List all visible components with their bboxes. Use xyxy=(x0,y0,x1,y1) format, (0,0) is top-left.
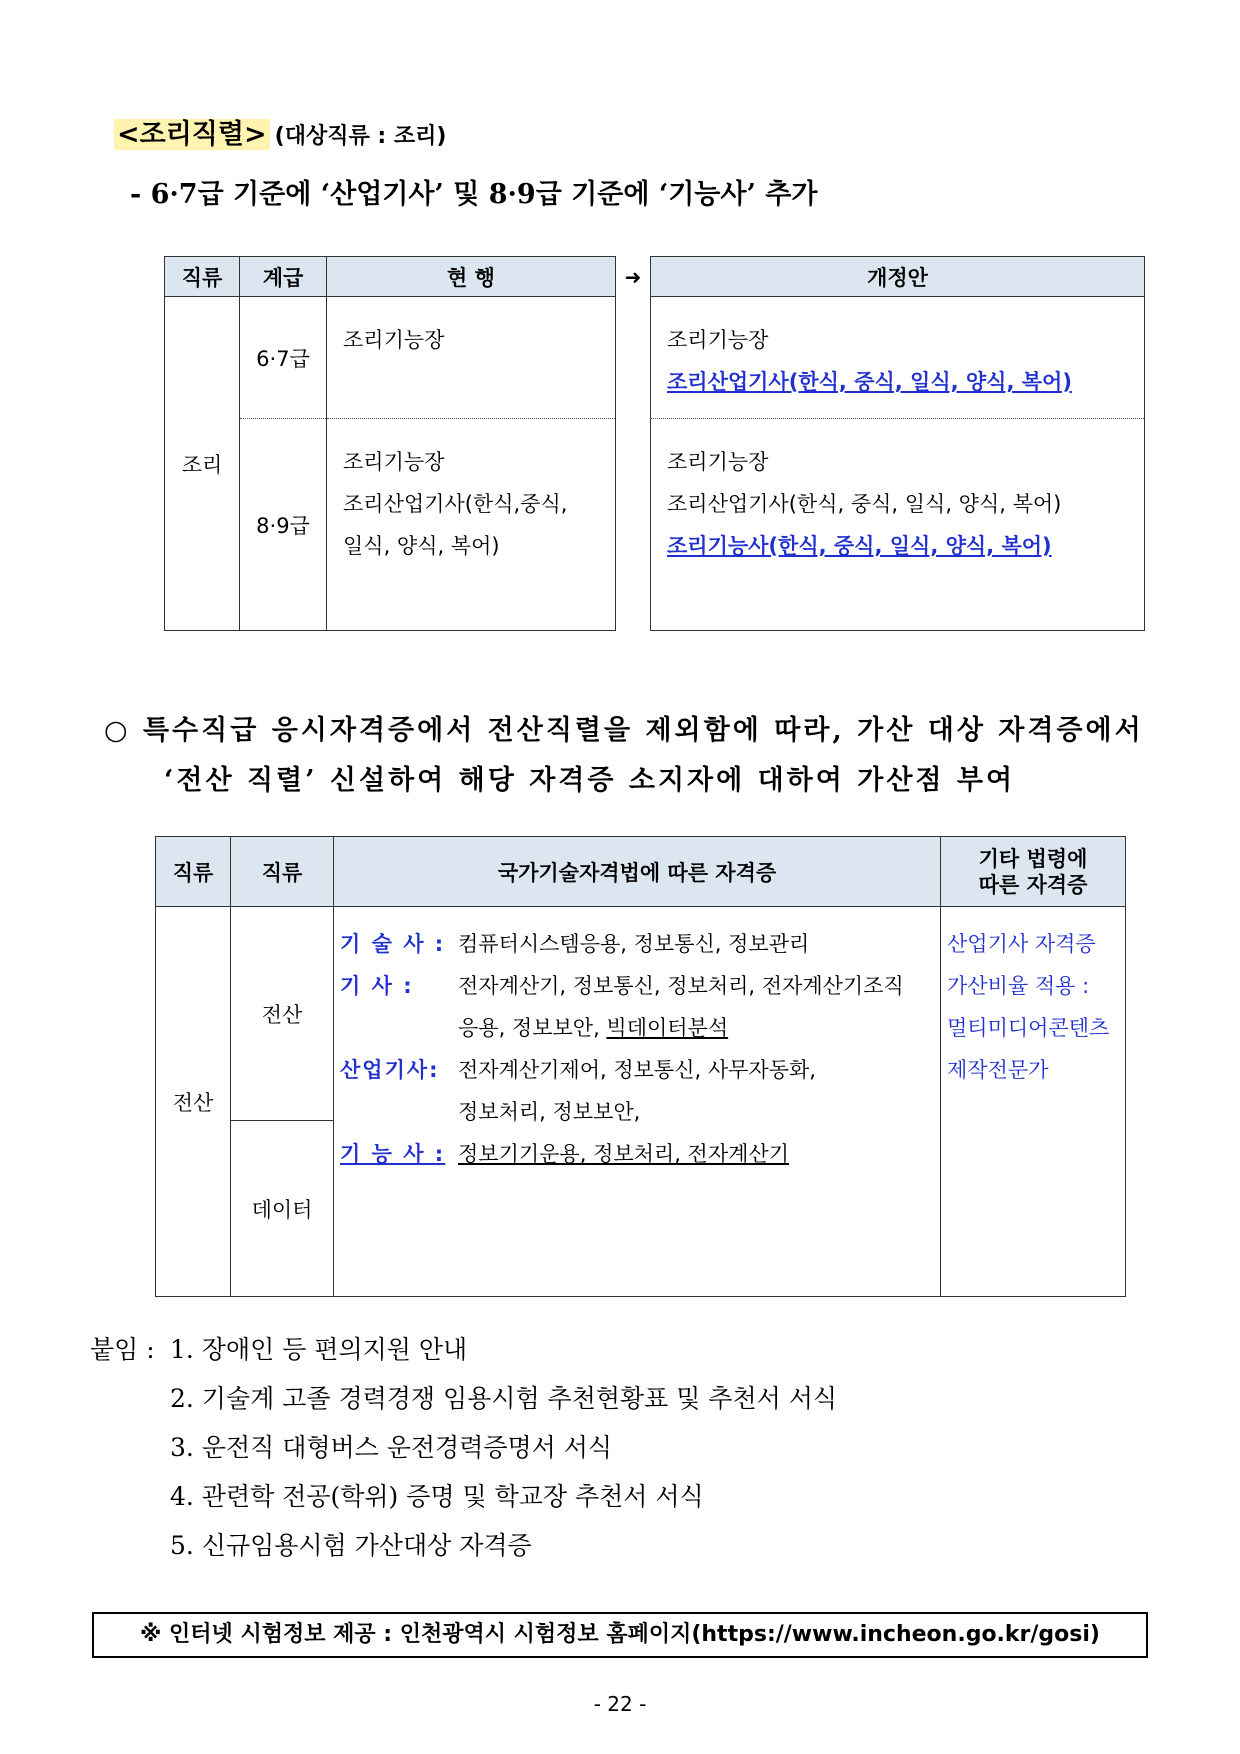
current-item: 조리기능장 xyxy=(343,450,445,474)
attachment-item: 2. 기술계 고졸 경력경쟁 임용시험 추천현황표 및 추천서 서식 xyxy=(170,1384,838,1413)
header-jikryu: 직류 xyxy=(231,837,334,907)
current-item: 조리산업기사(한식,중식, xyxy=(343,492,568,516)
revised-cell xyxy=(651,419,1145,631)
header-national: 국가기술자격법에 따른 자격증 xyxy=(334,837,941,907)
attachment-item: 5. 신규임용시험 가산대상 자격증 xyxy=(170,1531,532,1560)
sub-category-cell: 전산 xyxy=(231,907,334,1121)
cert-line: 기 술 사 : 컴퓨터시스템응용, 정보통신, 정보관리 xyxy=(340,932,810,956)
table-computing xyxy=(155,836,1126,1297)
current-item: 일식, 양식, 복어) xyxy=(343,534,500,558)
table-cooking xyxy=(164,256,1145,631)
paragraph-line1: ○ 특수직급 응시자격증에서 전산직렬을 제외함에 따라, 가산 대상 자격증에서 xyxy=(104,715,1144,746)
paragraph-marker: ○ xyxy=(104,715,131,746)
page-number: - 22 - xyxy=(593,1692,647,1716)
cert-line: 기 사 : 전자계산기, 정보통신, 정보처리, 전자계산기조직 xyxy=(340,974,904,998)
header-revised: 개정안 xyxy=(651,257,1145,297)
header-jikryu: 직류 xyxy=(156,837,231,907)
revised-item: 조리산업기사(한식, 중식, 일식, 양식, 복어) xyxy=(667,492,1062,516)
cert-line: 기 능 사 : 정보기기운용, 정보처리, 전자계산기 xyxy=(340,1142,789,1166)
attachment-item: 4. 관련학 전공(학위) 증명 및 학교장 추천서 서식 xyxy=(170,1482,704,1511)
notice-box: ※ 인터넷 시험정보 제공 : 인천광역시 시험정보 홈페이지(https://www.incheon.go.kr/gosi) xyxy=(92,1612,1148,1658)
header-grade: 계급 xyxy=(240,257,327,297)
section-subtitle: (대상직류 : 조리) xyxy=(274,124,447,149)
section-title-label: <조리직렬> xyxy=(114,119,270,150)
header-current: 현 행 xyxy=(327,257,616,297)
attachment-item: 1. 장애인 등 편의지원 안내 xyxy=(170,1335,468,1364)
header-jikryu: 직류 xyxy=(165,257,240,297)
arrow-icon: ➜ xyxy=(616,257,651,297)
revised-added-item: 조리산업기사(한식, 중식, 일식, 양식, 복어) xyxy=(667,370,1072,394)
sub-category-cell: 데이터 xyxy=(231,1121,334,1297)
cert-list-cell xyxy=(334,907,941,1297)
cert-line: 응용, 정보보안, 빅데이터분석 xyxy=(458,1016,729,1040)
current-item: 조리기능장 xyxy=(343,328,445,352)
revised-added-item: 조리기능사(한식, 중식, 일식, 양식, 복어) xyxy=(667,534,1052,558)
current-cell xyxy=(327,419,616,631)
cert-new-item: 빅데이터분석 xyxy=(606,1016,729,1040)
section-bullet: - 6·7급 기준에 ‘산업기사’ 및 8·9급 기준에 ‘기능사’ 추가 xyxy=(130,179,818,210)
other-cert-cell: 산업기사 자격증 가산비율 적용 : 멀티미디어콘텐츠 제작전문가 xyxy=(941,907,1126,1297)
category-cell: 조리 xyxy=(165,297,240,631)
attachments-label: 붙임 : xyxy=(90,1335,155,1364)
revised-cell xyxy=(651,297,1145,419)
cert-line: 산업기사: 전자계산기제어, 정보통신, 사무자동화, xyxy=(340,1058,816,1082)
grade-cell: 6·7급 xyxy=(240,297,327,419)
current-cell xyxy=(327,297,616,419)
grade-cell: 8·9급 xyxy=(240,419,327,631)
header-other: 기타 법령에 따른 자격증 xyxy=(941,837,1126,907)
revised-item: 조리기능장 xyxy=(667,328,769,352)
paragraph-line2: ‘전산 직렬’ 신설하여 해당 자격증 소지자에 대하여 가산점 부여 xyxy=(164,765,1016,796)
revised-item: 조리기능장 xyxy=(667,450,769,474)
category-cell: 전산 xyxy=(156,907,231,1297)
section-title xyxy=(114,112,446,151)
cert-line: 정보처리, 정보보안, xyxy=(458,1100,641,1124)
attachment-item: 3. 운전직 대형버스 운전경력증명서 서식 xyxy=(170,1433,613,1462)
